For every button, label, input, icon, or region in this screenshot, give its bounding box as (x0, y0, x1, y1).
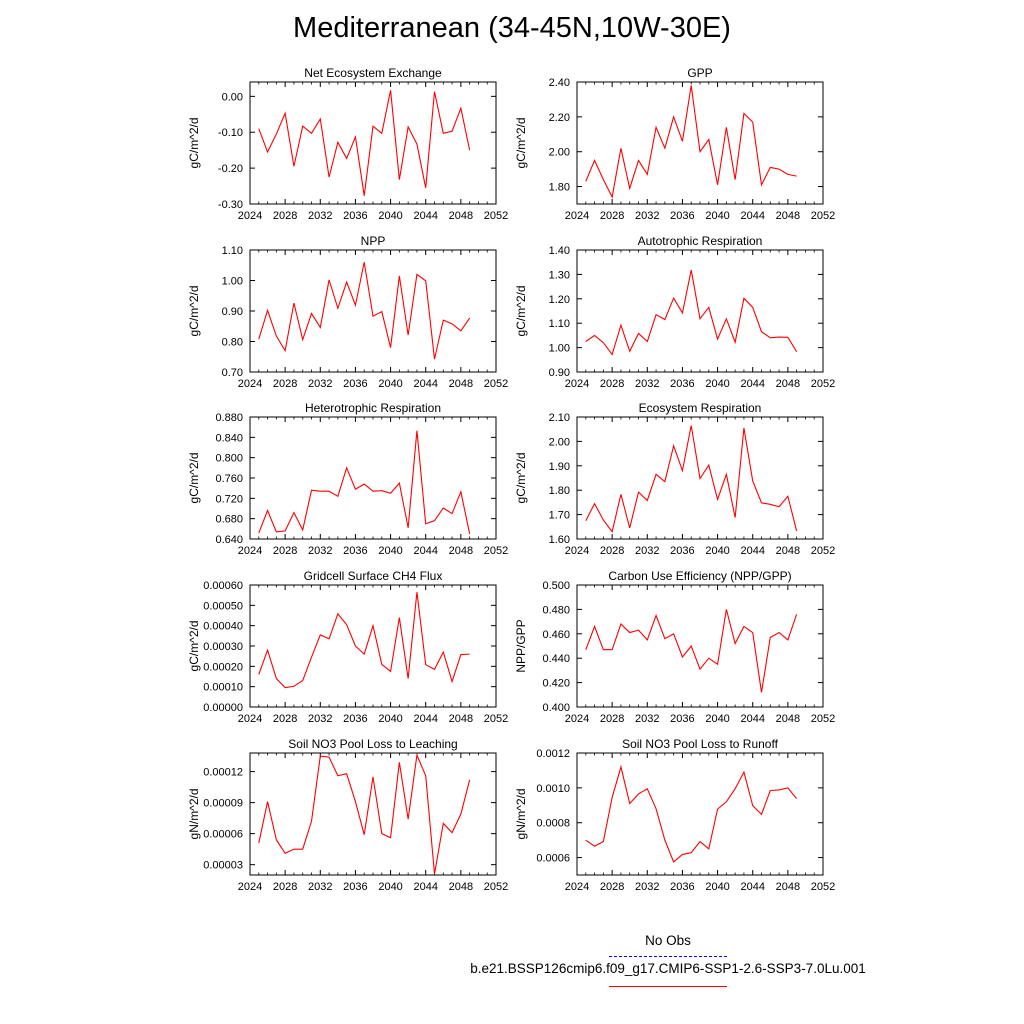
x-tick-label: 2040 (705, 210, 730, 222)
series-line (586, 767, 797, 862)
y-tick-label: 1.00 (221, 275, 243, 288)
y-tick-label: 1.10 (548, 318, 570, 331)
x-tick-label: 2036 (670, 378, 695, 390)
x-tick-label: 2040 (378, 545, 403, 557)
x-tick-label: 2044 (740, 713, 765, 725)
y-axis-label: gC/m^2/d (187, 452, 201, 504)
y-tick-label: 0.680 (215, 513, 243, 526)
chart-panel-net-ecosystem-exchange (187, 66, 508, 222)
x-tick-label: 2028 (272, 545, 298, 557)
y-tick-label: 1.40 (548, 245, 570, 257)
x-tick-label: 2052 (810, 881, 836, 893)
x-tick-label: 2028 (599, 545, 625, 557)
chart-title: Soil NO3 Pool Loss to Leaching (288, 737, 458, 751)
x-tick-label: 2048 (448, 545, 474, 557)
y-axis-label: gC/m^2/d (187, 620, 201, 672)
y-tick-label: 0.00006 (203, 828, 243, 841)
x-tick-label: 2028 (272, 378, 298, 390)
y-tick-label: 2.20 (548, 111, 570, 124)
y-tick-label: 1.20 (548, 293, 570, 306)
x-tick-label: 2028 (599, 378, 625, 390)
chart-panel-npp (187, 234, 508, 390)
x-tick-label: 2052 (810, 545, 836, 557)
plot-frame (577, 753, 823, 875)
y-tick-label: 0.640 (215, 534, 243, 546)
chart-panel-soil-no3-pool-loss-to-runoff (514, 737, 835, 893)
chart-title: Soil NO3 Pool Loss to Runoff (622, 737, 778, 751)
x-tick-label: 2044 (413, 378, 438, 390)
y-tick-label: 0.420 (542, 677, 570, 690)
x-tick-label: 2048 (448, 713, 474, 725)
chart-title: Net Ecosystem Exchange (304, 66, 442, 80)
chart-panel-autotrophic-respiration (514, 234, 835, 390)
chart-title: Ecosystem Respiration (638, 401, 762, 415)
x-tick-label: 2032 (308, 881, 333, 893)
x-tick-label: 2024 (564, 210, 590, 222)
x-tick-label: 2028 (599, 881, 625, 893)
x-tick-label: 2036 (670, 210, 695, 222)
y-tick-label: 0.00020 (203, 661, 243, 674)
y-axis-label: gN/m^2/d (514, 788, 528, 840)
x-tick-label: 2036 (670, 545, 695, 557)
x-tick-label: 2024 (237, 545, 263, 557)
y-tick-label: -0.30 (217, 199, 243, 211)
series-line (259, 592, 470, 688)
x-tick-label: 2052 (483, 210, 509, 222)
y-axis-label: gC/m^2/d (514, 117, 528, 169)
chart-title: Autotrophic Respiration (637, 234, 763, 248)
chart-title: GPP (687, 66, 713, 80)
y-tick-label: 0.0010 (536, 782, 570, 795)
x-tick-label: 2028 (599, 713, 625, 725)
y-tick-label: 0.00012 (203, 766, 243, 779)
x-tick-label: 2052 (810, 713, 836, 725)
plot-frame (250, 753, 496, 875)
x-tick-label: 2028 (272, 210, 298, 222)
y-tick-label: 2.40 (548, 77, 570, 89)
x-tick-label: 2052 (483, 881, 509, 893)
x-tick-label: 2040 (378, 713, 403, 725)
x-tick-label: 2024 (237, 210, 263, 222)
page-title: Mediterranean (34-45N,10W-30E) (293, 12, 731, 44)
x-tick-label: 2044 (740, 545, 765, 557)
legend-run-label: b.e21.BSSP126cmip6.f09_g17.CMIP6-SSP1-2.6-SSP3-7.0Lu.001 (470, 961, 866, 976)
x-tick-label: 2044 (413, 545, 438, 557)
y-tick-label: 0.00060 (203, 580, 243, 592)
y-tick-label: 0.90 (221, 306, 243, 318)
x-tick-label: 2044 (740, 210, 765, 222)
x-tick-label: 2032 (635, 210, 660, 222)
y-tick-label: 0.0006 (536, 852, 570, 865)
y-axis-label: NPP/GPP (514, 619, 528, 673)
x-tick-label: 2028 (272, 881, 298, 893)
x-tick-label: 2044 (413, 210, 438, 222)
x-tick-label: 2024 (237, 378, 263, 390)
x-tick-label: 2024 (564, 713, 590, 725)
x-tick-label: 2044 (413, 881, 438, 893)
x-tick-label: 2028 (599, 210, 625, 222)
x-tick-label: 2024 (564, 378, 590, 390)
x-tick-label: 2048 (775, 881, 801, 893)
x-tick-label: 2048 (448, 378, 474, 390)
chart-panel-gpp (514, 66, 835, 222)
x-tick-label: 2024 (237, 713, 263, 725)
x-tick-label: 2028 (272, 713, 298, 725)
x-tick-label: 2040 (378, 881, 403, 893)
y-tick-label: -0.10 (217, 127, 243, 140)
y-tick-label: 0.00000 (203, 702, 243, 714)
series-line (586, 426, 797, 532)
x-tick-label: 2048 (775, 545, 801, 557)
y-tick-label: 1.10 (221, 245, 243, 257)
x-tick-label: 2032 (635, 713, 660, 725)
legend-obs-label: No Obs (645, 933, 691, 948)
chart-title: Gridcell Surface CH4 Flux (303, 569, 443, 583)
y-tick-label: 0.440 (542, 653, 570, 666)
y-tick-label: 1.00 (548, 342, 570, 355)
y-tick-label: 2.00 (548, 146, 570, 159)
chart-panel-ecosystem-respiration (514, 401, 835, 557)
plot-frame (250, 250, 496, 372)
y-tick-label: 1.70 (548, 509, 570, 522)
series-line (586, 609, 797, 692)
chart-title: Heterotrophic Respiration (304, 401, 442, 415)
x-tick-label: 2052 (810, 210, 836, 222)
y-tick-label: 0.760 (215, 473, 243, 485)
x-tick-label: 2024 (237, 881, 263, 893)
x-tick-label: 2048 (448, 210, 474, 222)
x-tick-label: 2032 (308, 378, 333, 390)
x-tick-label: 2052 (810, 378, 836, 390)
plot-frame (250, 417, 496, 539)
x-tick-label: 2048 (775, 378, 801, 390)
x-tick-label: 2052 (483, 713, 509, 725)
x-tick-label: 2040 (705, 378, 730, 390)
x-tick-label: 2052 (483, 378, 509, 390)
y-tick-label: 0.400 (542, 702, 570, 714)
y-tick-label: 0.00050 (203, 600, 243, 613)
y-tick-label: 0.880 (215, 412, 243, 424)
x-tick-label: 2040 (378, 378, 403, 390)
y-tick-label: 0.0012 (536, 748, 570, 760)
y-axis-label: gC/m^2/d (514, 452, 528, 504)
y-tick-label: 0.00003 (203, 859, 243, 872)
y-tick-label: 0.500 (542, 580, 570, 592)
x-tick-label: 2036 (343, 713, 368, 725)
y-tick-label: 0.460 (542, 628, 570, 641)
y-tick-label: 0.480 (542, 604, 570, 617)
series-line (259, 755, 470, 874)
y-tick-label: 0.840 (215, 432, 243, 445)
y-tick-label: 1.60 (548, 534, 570, 546)
y-tick-label: -0.20 (217, 163, 243, 176)
series-line (586, 270, 797, 354)
x-tick-label: 2032 (635, 378, 660, 390)
chart-title: NPP (360, 234, 386, 248)
y-tick-label: 0.0008 (536, 817, 570, 830)
x-tick-label: 2036 (343, 210, 368, 222)
chart-panel-heterotrophic-respiration (187, 401, 508, 557)
y-tick-label: 0.90 (548, 367, 570, 379)
x-tick-label: 2032 (308, 210, 333, 222)
x-tick-label: 2032 (635, 881, 660, 893)
y-tick-label: 1.80 (548, 181, 570, 194)
plot-frame (250, 82, 496, 204)
series-line (259, 90, 470, 196)
plot-frame (250, 585, 496, 707)
x-tick-label: 2036 (343, 378, 368, 390)
x-tick-label: 2048 (775, 713, 801, 725)
y-axis-label: gN/m^2/d (187, 788, 201, 840)
legend (0, 930, 1024, 1024)
y-axis-label: gC/m^2/d (514, 285, 528, 337)
series-line (259, 262, 470, 359)
y-tick-label: 0.00009 (203, 797, 243, 810)
y-tick-label: 0.800 (215, 452, 243, 465)
chart-title: Carbon Use Efficiency (NPP/GPP) (608, 569, 792, 583)
x-tick-label: 2040 (705, 881, 730, 893)
x-tick-label: 2048 (775, 210, 801, 222)
x-tick-label: 2024 (564, 881, 590, 893)
chart-panel-gridcell-surface-ch4-flux (187, 569, 508, 725)
y-tick-label: 2.00 (548, 436, 570, 449)
x-tick-label: 2044 (740, 378, 765, 390)
y-tick-label: 0.80 (221, 336, 243, 349)
y-tick-label: 0.00 (221, 91, 243, 104)
y-tick-label: 0.00010 (203, 681, 243, 694)
plot-frame (577, 250, 823, 372)
x-tick-label: 2048 (448, 881, 474, 893)
y-tick-label: 1.30 (548, 269, 570, 282)
x-tick-label: 2036 (670, 713, 695, 725)
y-tick-label: 0.00040 (203, 620, 243, 633)
chart-panel-soil-no3-pool-loss-to-leaching (187, 737, 508, 893)
x-tick-label: 2036 (670, 881, 695, 893)
chart-panel-carbon-use-efficiency-npp-gpp (514, 569, 835, 725)
y-tick-label: 1.80 (548, 485, 570, 498)
x-tick-label: 2040 (378, 210, 403, 222)
y-tick-label: 0.70 (221, 367, 243, 379)
y-axis-label: gC/m^2/d (187, 285, 201, 337)
legend-obs-line (609, 956, 727, 957)
x-tick-label: 2032 (308, 545, 333, 557)
x-tick-label: 2032 (308, 713, 333, 725)
y-tick-label: 0.00030 (203, 641, 243, 653)
y-tick-label: 0.720 (215, 493, 243, 506)
x-tick-label: 2044 (740, 881, 765, 893)
x-tick-label: 2052 (483, 545, 509, 557)
x-tick-label: 2024 (564, 545, 590, 557)
x-tick-label: 2032 (635, 545, 660, 557)
x-tick-label: 2040 (705, 545, 730, 557)
x-tick-label: 2040 (705, 713, 730, 725)
x-tick-label: 2036 (343, 881, 368, 893)
series-line (586, 85, 797, 197)
y-tick-label: 1.90 (548, 460, 570, 473)
x-tick-label: 2036 (343, 545, 368, 557)
y-axis-label: gC/m^2/d (187, 117, 201, 169)
legend-run-line (609, 986, 727, 987)
y-tick-label: 2.10 (548, 412, 570, 424)
x-tick-label: 2044 (413, 713, 438, 725)
series-line (259, 431, 470, 534)
